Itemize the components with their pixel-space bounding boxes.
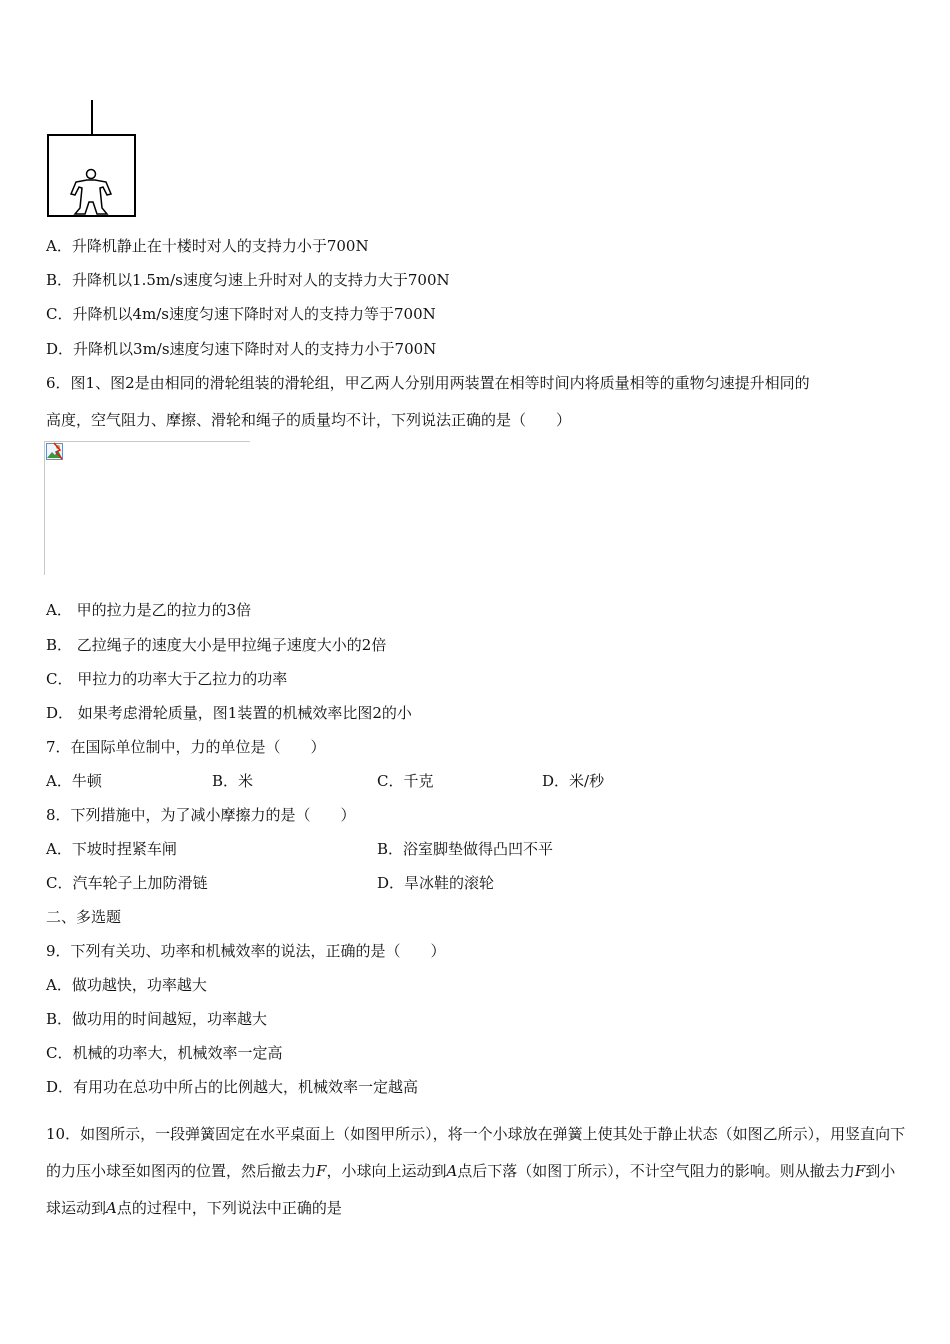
q9-option-d: D．有用功在总功中所占的比例越大，机械效率一定越高 <box>46 1078 419 1096</box>
q10-text-3: 点后下落（如图丁所示），不计空气阻力的影响。则从撤去力 <box>457 1162 855 1180</box>
q10-text-1: 10．如图所示，一段弹簧固定在水平桌面上（如图甲所示），将一个小球放在弹簧上使其处于静止状态（如图乙所示），用竖直向下的力压小球至如图丙的位置，然后撤去力 <box>46 1125 906 1180</box>
broken-image-icon <box>47 443 63 460</box>
q7-option-b: B．米 <box>212 772 254 790</box>
q6-option-c: C． 甲拉力的功率大于乙拉力的功率 <box>46 670 288 688</box>
q10-force-symbol-2: F <box>854 1162 866 1180</box>
q6-option-a: A． 甲的拉力是乙的拉力的3倍 <box>46 601 252 619</box>
q8-option-c: C．汽车轮子上加防滑链 <box>46 874 208 892</box>
section-heading: 二、多选题 <box>46 908 122 926</box>
q9-stem: 9．下列有关功、功率和机械效率的说法，正确的是（ ） <box>46 942 446 960</box>
q9-option-c: C．机械的功率大，机械效率一定高 <box>46 1044 283 1062</box>
q5-option-d: D．升降机以3m/s速度匀速下降时对人的支持力小于700N <box>46 340 437 358</box>
q9-option-a: A．做功越快，功率越大 <box>46 976 207 994</box>
q8-option-b: B．浴室脚垫做得凸凹不平 <box>377 840 554 858</box>
q6-option-b: B． 乙拉绳子的速度大小是甲拉绳子速度大小的2倍 <box>46 636 387 654</box>
q8-option-d: D．旱冰鞋的滚轮 <box>377 874 495 892</box>
elevator-figure <box>46 100 138 220</box>
q10-point-symbol-2: A <box>106 1199 117 1217</box>
q7-stem: 7．在国际单位制中，力的单位是（ ） <box>46 738 326 756</box>
q5-option-a: A．升降机静止在十楼时对人的支持力小于700N <box>46 237 369 255</box>
q10-text-4: 到小球运动到 <box>46 1162 896 1217</box>
q7-option-a: A．牛顿 <box>46 772 102 790</box>
q10-point-symbol: A <box>446 1162 458 1180</box>
q6-option-d: D． 如果考虑滑轮质量，图1装置的机械效率比图2的小 <box>46 704 412 722</box>
q10-stem <box>46 1116 906 1227</box>
q6-stem-line2: 高度，空气阻力、摩擦、滑轮和绳子的质量均不计，下列说法正确的是（ ） <box>46 411 572 429</box>
q5-option-c: C．升降机以4m/s速度匀速下降时对人的支持力等于700N <box>46 305 436 323</box>
q5-option-b: B．升降机以1.5m/s速度匀速上升时对人的支持力大于700N <box>46 271 450 289</box>
q10-text-5: 点的过程中，下列说法中正确的是 <box>116 1199 342 1217</box>
q8-option-a: A．下坡时捏紧车闸 <box>46 840 177 858</box>
q9-option-b: B．做功用的时间越短，功率越大 <box>46 1010 268 1028</box>
q10-text-2: ，小球向上运动到 <box>326 1162 447 1180</box>
q8-stem: 8．下列措施中，为了减小摩擦力的是（ ） <box>46 806 356 824</box>
q7-option-d: D．米/秒 <box>542 772 605 790</box>
person-figure <box>71 170 111 215</box>
broken-image-placeholder <box>44 441 250 575</box>
q7-option-c: C．千克 <box>377 772 434 790</box>
q6-stem-line1: 6．图1、图2是由相同的滑轮组装的滑轮组，甲乙两人分别用两装置在相等时间内将质量相等的重物匀速提升相同的 <box>46 374 810 392</box>
q10-force-symbol: F <box>316 1162 327 1180</box>
